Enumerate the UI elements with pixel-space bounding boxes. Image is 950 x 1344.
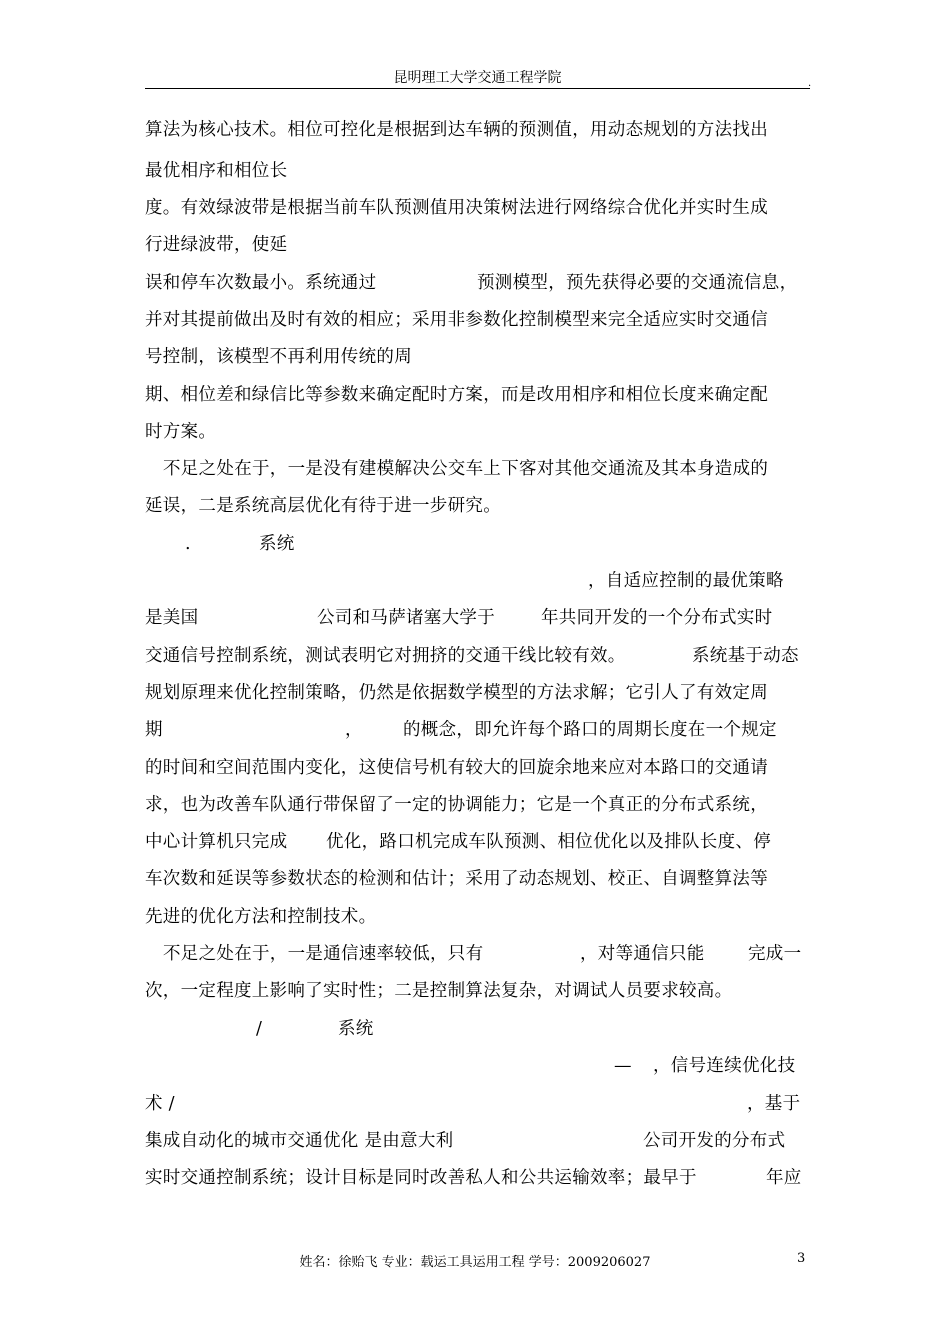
body-line-17b: ， bbox=[345, 720, 363, 740]
body-line-26a: — bbox=[614, 1056, 632, 1076]
body-line-1: 算法为核心技术。相位可控化是根据到达车辆的预测值，用动态规划的方法找出 bbox=[145, 120, 768, 140]
body-line-7: 号控制，该模型不再利用传统的周 bbox=[145, 347, 412, 367]
body-line-4: 行进绿波带，使延 bbox=[145, 235, 288, 255]
body-line-29b: 年应 bbox=[766, 1168, 802, 1188]
body-line-18: 的时间和空间范围内变化，这使信号机有较大的回旋余地来应对本路口的交通请 bbox=[145, 758, 768, 778]
body-line-6: 并对其提前做出及时有效的相应；采用非参数化控制模型来完全适应实时交通信 bbox=[145, 310, 768, 330]
body-line-15b: 系统基于动态 bbox=[692, 646, 799, 666]
header-mark: . bbox=[808, 78, 812, 89]
heading-slash: / bbox=[256, 1019, 263, 1039]
body-line-23b: ，对等通信只能 bbox=[580, 944, 705, 964]
body-line-11: 延误，二是系统高层优化有待于进一步研究。 bbox=[145, 496, 501, 516]
body-line-21: 车次数和延误等参数状态的检测和估计；采用了动态规划、校正、自调整算法等 bbox=[145, 869, 768, 889]
page-number: 3 bbox=[797, 1251, 806, 1266]
body-line-28a: 集成自动化的城市交通优化 是由意大利 bbox=[145, 1131, 454, 1151]
body-line-24: 次，一定程度上影响了实时性；二是控制算法复杂，对调试人员要求较高。 bbox=[145, 981, 733, 1001]
body-line-17a: 期 bbox=[145, 720, 163, 740]
body-line-16: 规划原理来优化控制策略，仍然是依据数学模型的方法求解；它引人了有效定周 bbox=[145, 683, 768, 703]
body-line-20a: 中心计算机只完成 bbox=[145, 832, 288, 852]
body-line-2: 最优相序和相位长 bbox=[145, 161, 288, 181]
body-line-26b: ，信号连续优化技 bbox=[653, 1056, 796, 1076]
body-line-13: ，自适应控制的最优策略 bbox=[588, 571, 784, 591]
body-line-27a: 术 / bbox=[145, 1094, 175, 1114]
body-line-28b: 公司开发的分布式 bbox=[643, 1131, 786, 1151]
body-line-17c: 的概念，即允许每个路口的周期长度在一个规定 bbox=[403, 720, 777, 740]
header-rule bbox=[145, 88, 810, 89]
body-line-15a: 交通信号控制系统，测试表明它对拥挤的交通干线比较有效。 bbox=[145, 646, 626, 666]
body-line-20b: 优化，路口机完成车队预测、相位优化以及排队长度、停 bbox=[326, 832, 771, 852]
body-line-14a: 是美国 bbox=[145, 608, 199, 628]
body-line-23a: 不足之处在于，一是通信速率较低，只有 bbox=[163, 944, 484, 964]
footer-info: 姓名：徐贻飞 专业：载运工具运用工程 学号：2009206027 bbox=[299, 1255, 651, 1270]
body-line-5a: 误和停车次数最小。系统通过 bbox=[145, 273, 377, 293]
body-line-23c: 完成一 bbox=[748, 944, 802, 964]
header-title: 昆明理工大学交通工程学院 bbox=[393, 70, 562, 86]
heading-dot: . bbox=[185, 534, 191, 554]
body-line-5b: 预测模型，预先获得必要的交通流信息， bbox=[477, 273, 798, 293]
body-line-22: 先进的优化方法和控制技术。 bbox=[145, 907, 377, 927]
body-line-3: 度。有效绿波带是根据当前车队预测值用决策树法进行网络综合优化并实时生成 bbox=[145, 198, 768, 218]
body-line-14b: 公司和马萨诸塞大学于 bbox=[317, 608, 495, 628]
body-line-9: 时方案。 bbox=[145, 422, 217, 442]
body-line-27b: ，基于 bbox=[747, 1094, 801, 1114]
section-heading-1: 系统 bbox=[259, 534, 295, 554]
section-heading-2: 系统 bbox=[338, 1019, 374, 1039]
body-line-10: 不足之处在于，一是没有建模解决公交车上下客对其他交通流及其本身造成的 bbox=[163, 459, 769, 479]
body-line-14c: 年共同开发的一个分布式实时 bbox=[541, 608, 773, 628]
body-line-8: 期、相位差和绿信比等参数来确定配时方案，而是改用相序和相位长度来确定配 bbox=[145, 385, 768, 405]
body-line-19: 求，也为改善车队通行带保留了一定的协调能力；它是一个真正的分布式系统， bbox=[145, 795, 768, 815]
body-line-29a: 实时交通控制系统；设计目标是同时改善私人和公共运输效率；最早于 bbox=[145, 1168, 697, 1188]
